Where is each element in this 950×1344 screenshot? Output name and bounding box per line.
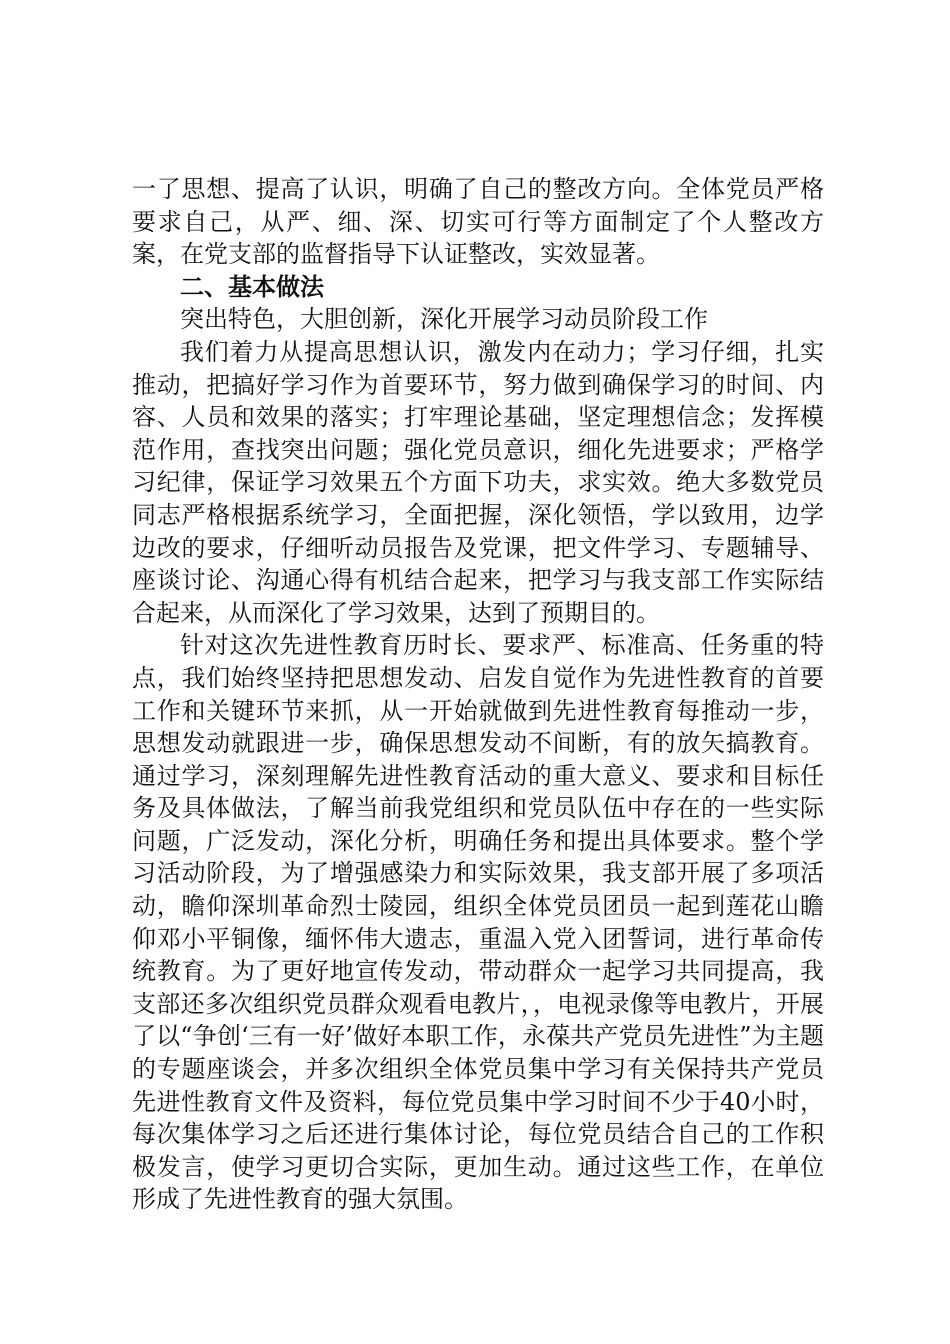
subsection-heading: 突出特色，大胆创新，深化开展学习动员阶段工作 <box>180 305 708 334</box>
document-body <box>132 173 824 1216</box>
section-heading: 二、基本做法 <box>180 272 324 301</box>
body-paragraph: 我们着力从提高思想认识，激发内在动力；学习仔细，扎实推动，把搞好学习作为首要环节，努力做到确保学习的时间、内容、人员和效果的落实；打牢理论基础，坚定理想信念；发挥模范作用，查找突出问题；强化党员意识，细化先进要求；严格学习纪律，保证学习效果五个方面下功夫，求实效。绝大多数党员同志严格根据系统学习，全面把握，深化领悟，学以致用，边学边改的要求，仔细听动员报告及党课，把文件学习、专题辅导、座谈讨论、沟通心得有机结合起来，把学习与我支部工作实际结合起来，从而深化了学习效果，达到了预期目的。 <box>132 337 824 627</box>
body-paragraph: 针对这次先进性教育历时长、要求严、标准高、任务重的特点，我们始终坚持把思想发动、启发自觉作为先进性教育的首要工作和关键环节来抓，从一开始就做到先进性教育每推动一步，思想发动就跟进一步，确保思想发动不间断，有的放矢搞教育。通过学习，深刻理解先进性教育活动的重大意义、要求和目标任务及具体做法，了解当前我党组织和党员队伍中存在的一些实际问题，广泛发动，深化分析，明确任务和提出具体要求。整个学习活动阶段，为了增强感染力和实际效果，我支部开展了多项活动，瞻仰深圳革命烈士陵园，组织全体党员团员一起到莲花山瞻仰邓小平铜像，缅怀伟大遗志，重温入党入团誓词，进行革命传统教育。为了更好地宣传发动，带动群众一起学习共同提高，我支部还多次组织党员群众观看电教片，，电视录像等电教片，开展了以“争创‘三有一好’做好本职工作，永葆共产党员先进性”为主题的专题座谈会，并多次组织全体党员集中学习有关保持共产党员先进性教育文件及资料，每位党员集中学习时间不少于40小时，每次集体学习之后还进行集体讨论，每位党员结合自己的工作积极发言，使学习更切合实际，更加生动。通过这些工作，在单位形成了先进性教育的强大氛围。 <box>132 631 824 1214</box>
paragraph-continuation: 一了思想、提高了认识，明确了自己的整改方向。全体党员严格要求自己，从严、细、深、切实可行等方面制定了个人整改方案，在党支部的监督指导下认证整改，实效显著。 <box>132 175 824 269</box>
